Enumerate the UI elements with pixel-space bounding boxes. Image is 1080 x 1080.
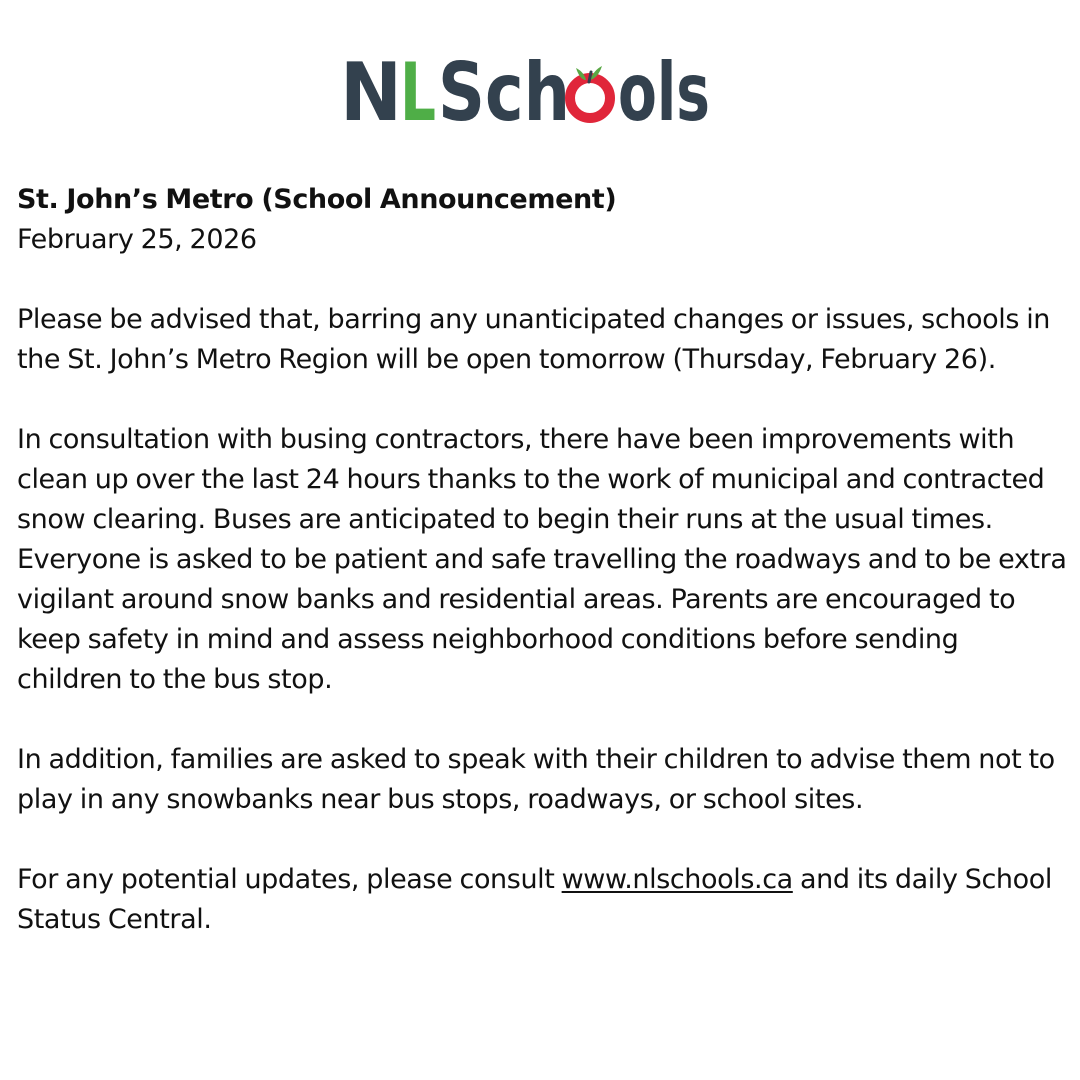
apple-o-icon (570, 66, 610, 118)
spacer (17, 260, 1067, 300)
spacer (17, 820, 1067, 860)
logo-ols: ols (618, 58, 710, 126)
spacer (17, 700, 1067, 740)
announcement-date: February 25, 2026 (17, 224, 257, 255)
logo-l: L (400, 58, 436, 126)
nlschools-logo (340, 58, 740, 126)
paragraph-updates (17, 860, 1067, 940)
logo-graphic (340, 58, 740, 126)
announcement-heading: St. John’s Metro (School Announcement) (17, 184, 617, 215)
paragraph-open-notice: Please be advised that, barring any unanticipated changes or issues, schools in the St. John’s Metro Region will be open tomorrow (Thursday, February 26). (17, 304, 1051, 375)
updates-text-after: and its daily School Status Central. (17, 864, 1052, 935)
updates-text-before: For any potential updates, please consult (17, 864, 562, 895)
paragraph-busing: In consultation with busing contractors, there have been improvements with clean up over the last 24 hours thanks to the work of municipal and contracted snow clearing. Buses are anticipated to begin their runs at the usual times. Everyone is asked to be patient and safe travelling the roadways and to be extra vigilant around snow banks and residential areas. Parents are encouraged to keep safety in mind and assess neighborhood conditions before sending children to the bus stop. (17, 424, 1067, 695)
announcement-body (17, 180, 1067, 940)
paragraph-snowbanks: In addition, families are asked to speak with their children to advise them not to play in any snowbanks near bus stops, roadways, or school sites. (17, 744, 1055, 815)
logo-sch: Sch (438, 58, 570, 126)
logo-n: N (340, 58, 402, 126)
spacer (17, 380, 1067, 420)
nlschools-website-link[interactable]: www.nlschools.ca (561, 864, 793, 895)
